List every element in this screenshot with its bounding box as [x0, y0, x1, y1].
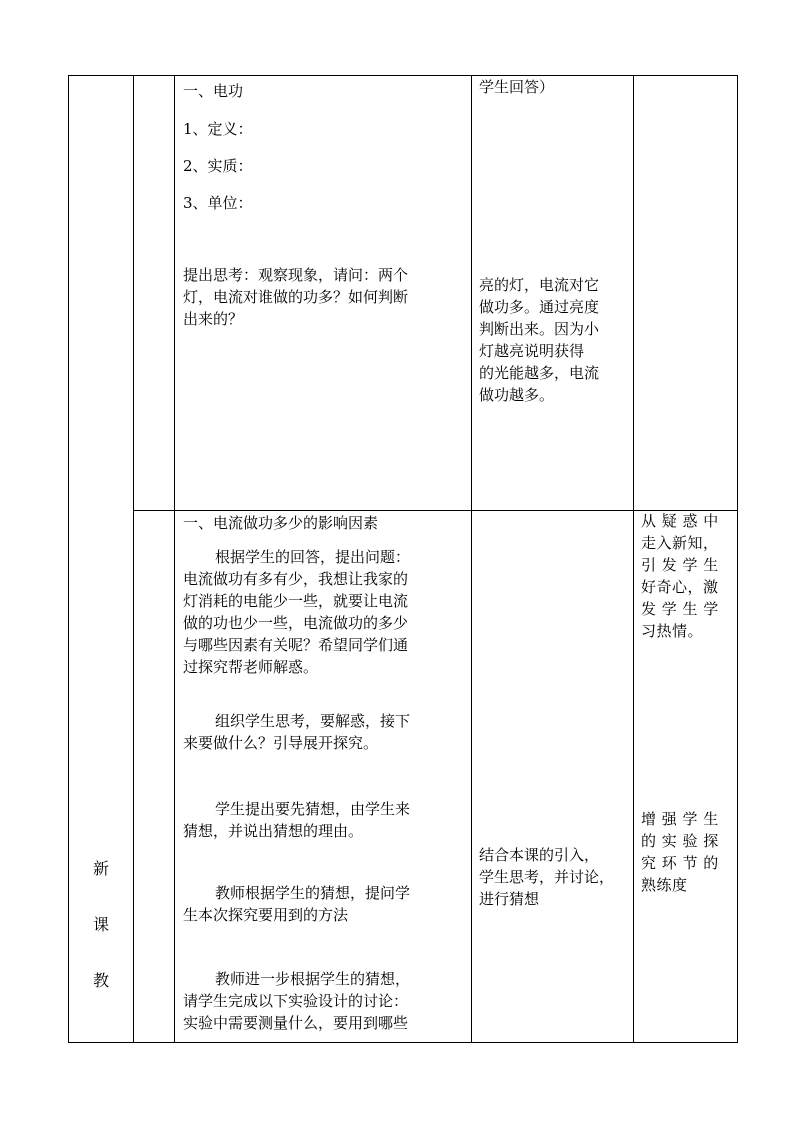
paragraph-line: 生本次探究要用到的方法	[183, 906, 349, 924]
paragraph-line: 过探究帮老师解惑。	[183, 658, 319, 676]
stage-label-char: 课	[92, 915, 109, 934]
column-divider	[133, 76, 134, 1042]
design-note-line: 发 学 生 学	[641, 600, 719, 618]
question-line: 出来的？	[183, 310, 244, 328]
student-answer-line: 进行猜想	[479, 890, 540, 908]
design-note-line: 走入新知，	[641, 534, 719, 552]
lesson-table	[68, 75, 738, 1043]
section-heading: 一、电流做功多少的影响因素	[183, 514, 379, 532]
student-answer-line: 判断出来。因为小	[479, 320, 600, 338]
section-heading: 一、电功	[183, 82, 244, 100]
design-note-line: 熟练度	[641, 876, 688, 894]
paragraph-line: 电流做功有多有少，我想让我家的	[183, 570, 409, 588]
list-item: 1、定义：	[183, 120, 253, 138]
question-line: 提出思考：观察现象，请问：两个	[183, 266, 409, 284]
paragraph-line: 根据学生的回答，提出问题：	[215, 548, 411, 566]
student-answer-line: 做功越多。	[479, 386, 555, 404]
paragraph-line: 与哪些因素有关呢？希望同学们通	[183, 636, 409, 654]
column-divider	[471, 76, 472, 1042]
student-answer-line: 学生思考，并讨论，	[479, 868, 615, 886]
design-note-line: 究 环 节 的	[641, 854, 719, 872]
paragraph-line: 教师根据学生的猜想，提问学	[215, 884, 411, 902]
design-note-line: 好奇心，激	[641, 578, 719, 596]
paragraph-line: 组织学生思考，要解惑，接下	[215, 712, 411, 730]
paragraph-line: 灯消耗的电能少一些，就要让电流	[183, 592, 409, 610]
student-answer-line: 亮的灯，电流对它	[479, 276, 600, 294]
student-answer-line: 的光能越多，电流	[479, 364, 600, 382]
stage-label-char: 新	[92, 859, 109, 878]
column-divider	[633, 76, 634, 1042]
paragraph-line: 来要做什么？引导展开探究。	[183, 734, 379, 752]
list-item: 3、单位：	[183, 194, 253, 212]
design-note-line: 增 强 学 生	[641, 810, 719, 828]
question-line: 灯，电流对谁做的功多？如何判断	[183, 288, 409, 306]
column-divider	[174, 76, 175, 1042]
design-note-line: 引 发 学 生	[641, 556, 719, 574]
student-answer-line: 灯越亮说明获得	[479, 342, 585, 360]
stage-label-char: 教	[92, 971, 109, 990]
paragraph-line: 学生提出要先猜想，由学生来	[215, 800, 411, 818]
paragraph-line: 实验中需要测量什么，要用到哪些	[183, 1014, 409, 1032]
paragraph-line: 猜想，并说出猜想的理由。	[183, 822, 364, 840]
paragraph-line: 请学生完成以下实验设计的讨论：	[183, 992, 409, 1010]
student-answer-line: 做功多。通过亮度	[479, 298, 600, 316]
student-response: 学生回答）	[479, 78, 555, 96]
paragraph-line: 做的功也少一些，电流做功的多少	[183, 614, 409, 632]
list-item: 2、实质：	[183, 157, 253, 175]
paragraph-line: 教师进一步根据学生的猜想，	[215, 970, 411, 988]
design-note-line: 的 实 验 探	[641, 832, 719, 850]
design-note-line: 从 疑 惑 中	[641, 512, 719, 530]
student-answer-line: 结合本课的引入，	[479, 846, 600, 864]
design-note-line: 习热情。	[641, 622, 704, 640]
